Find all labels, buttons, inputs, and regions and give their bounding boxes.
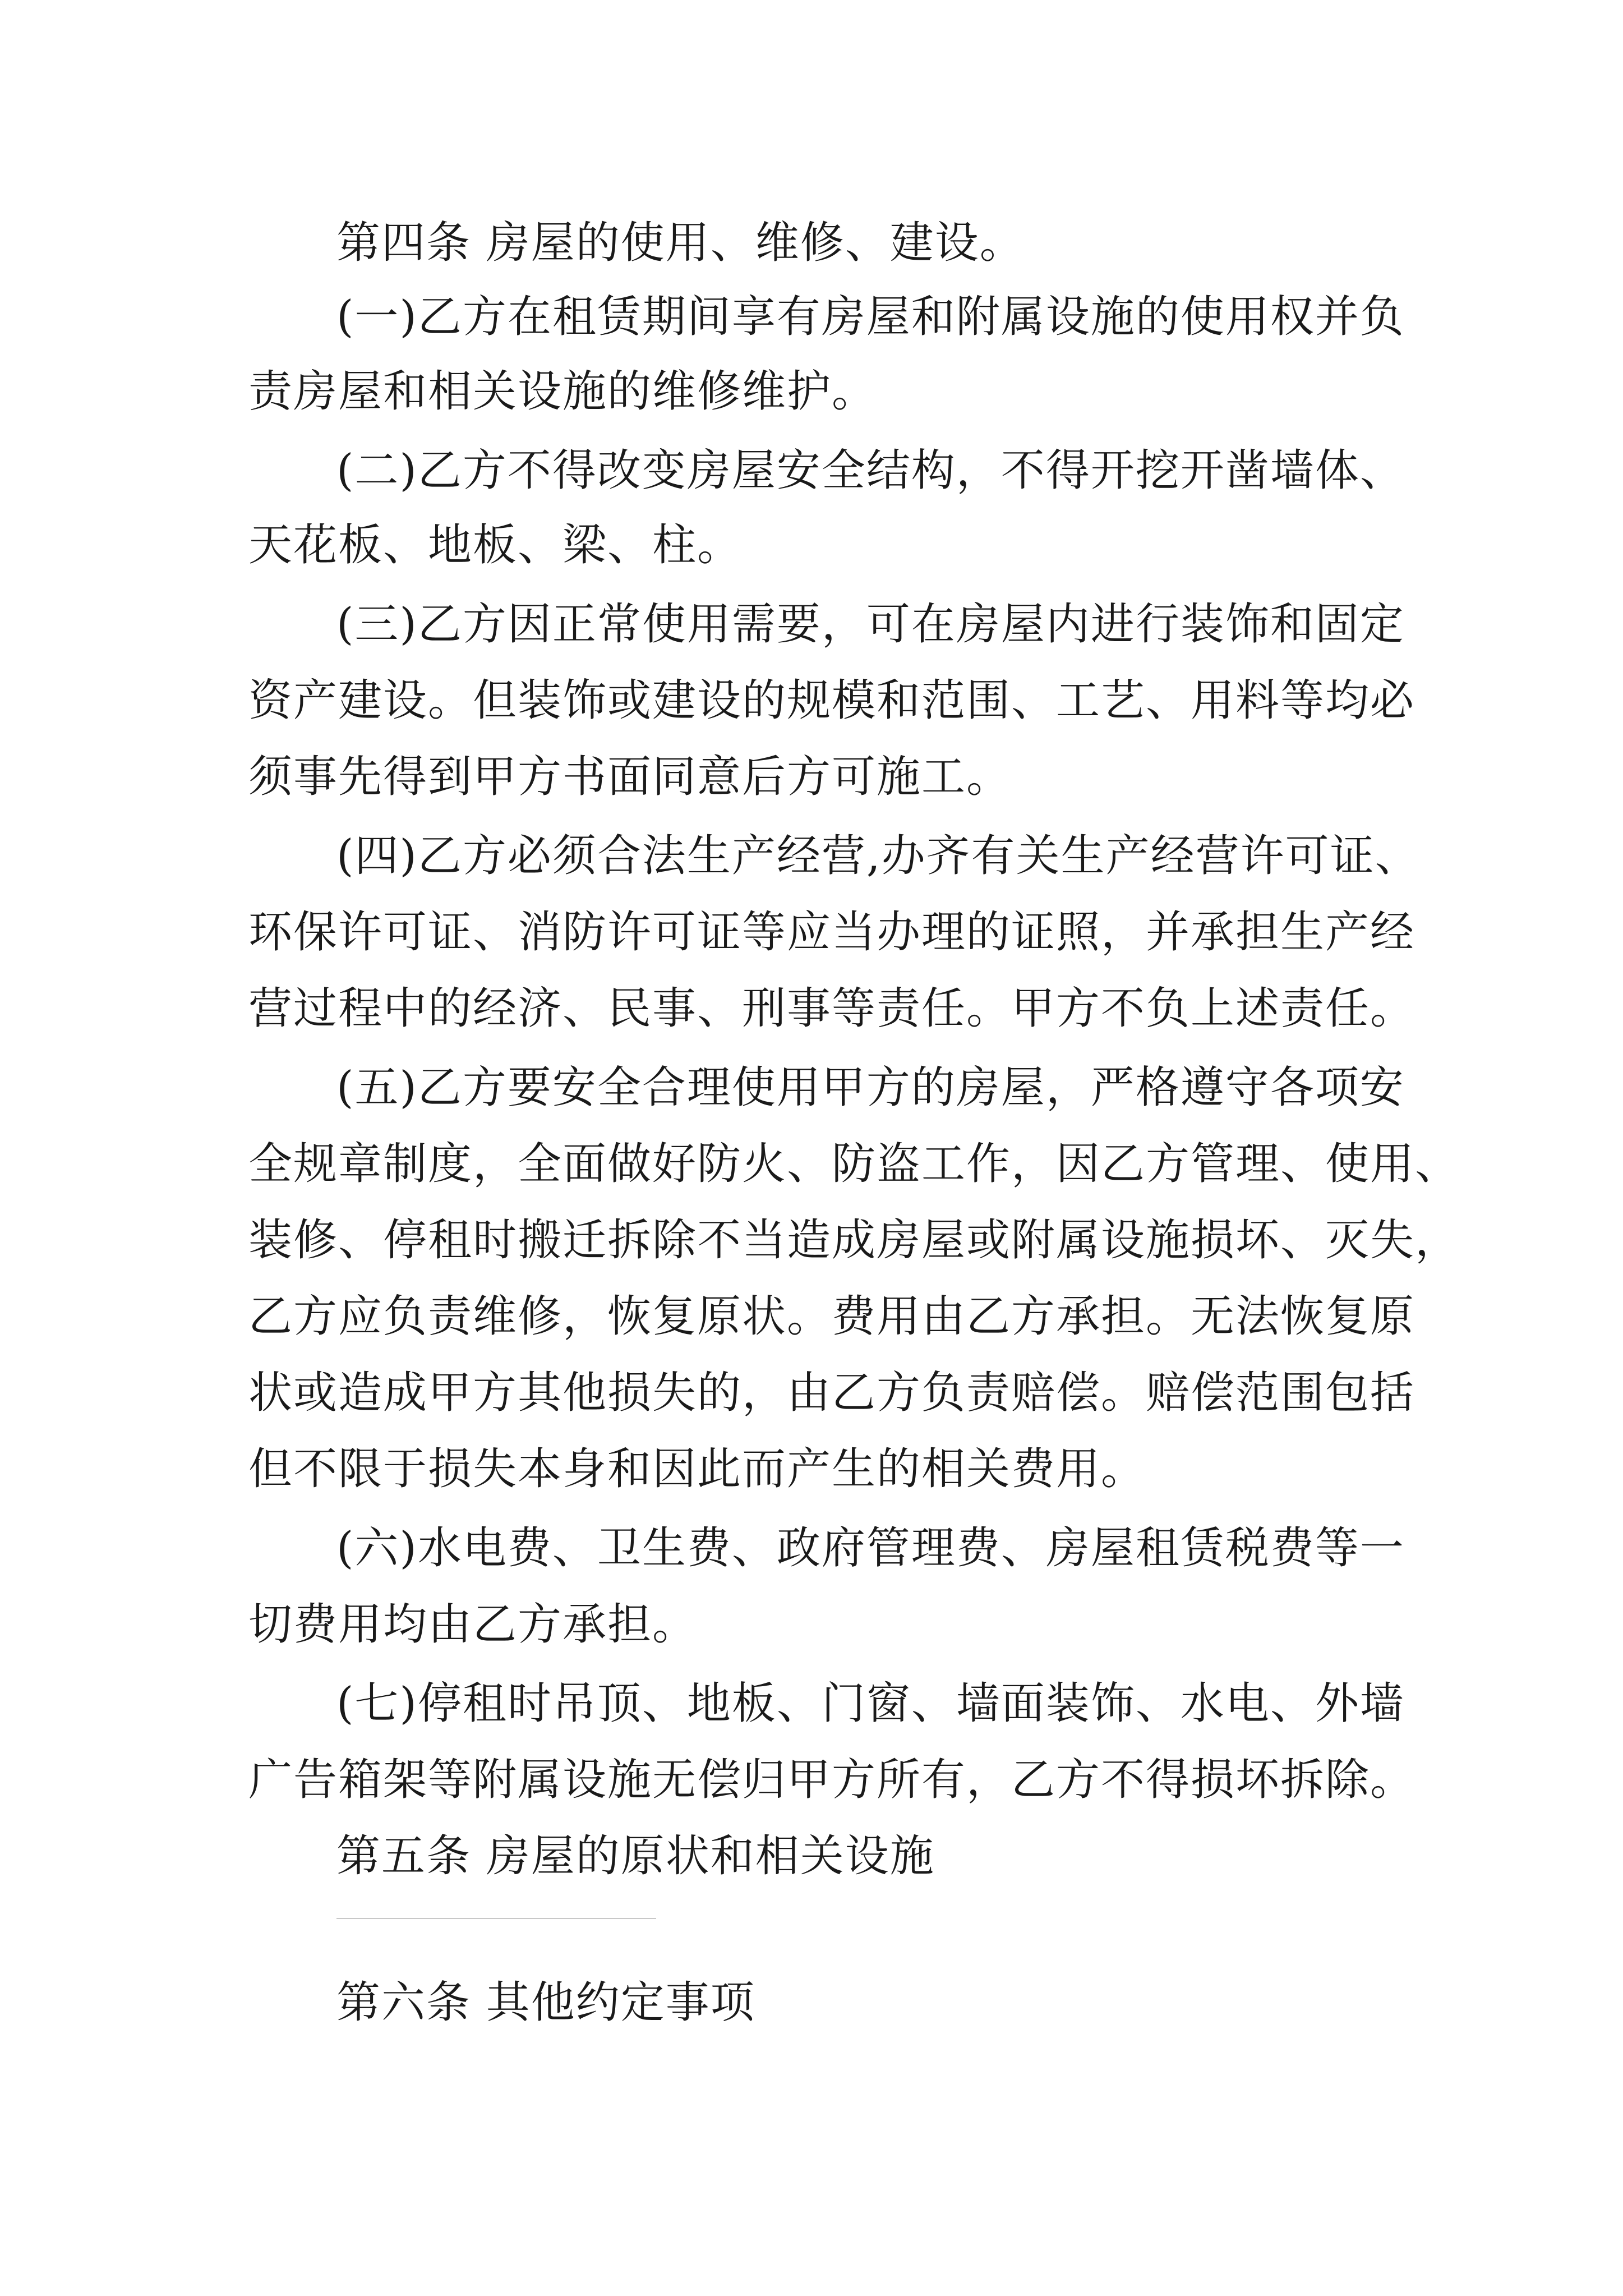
article-4-item-5-line-4: 乙方应负责维修，恢复原状。费用由乙方承担。无法恢复原	[248, 1291, 1415, 1342]
article-4-item-2-line-2: 天花板、地板、梁、柱。	[248, 520, 743, 570]
divider-line	[336, 1918, 656, 1919]
article-6-heading: 第六条 其他约定事项	[336, 1977, 755, 2028]
article-4-item-4-line-3: 营过程中的经济、民事、刑事等责任。甲方不负上述责任。	[248, 983, 1415, 1034]
article-4-item-7-line-1: (七)停租时吊顶、地板、门窗、墙面装饰、水电、外墙	[336, 1678, 1405, 1729]
article-4-item-4-line-1: (四)乙方必须合法生产经营,办齐有关生产经营许可证、	[336, 831, 1420, 881]
article-4-heading: 第四条 房屋的使用、维修、建设。	[336, 218, 1025, 268]
article-4-item-1-line-1: (一)乙方在租赁期间享有房屋和附属设施的使用权并负	[336, 292, 1405, 342]
article-4-item-6-line-1: (六)水电费、卫生费、政府管理费、房屋租赁税费等一	[336, 1523, 1405, 1573]
article-5-heading: 第五条 房屋的原状和相关设施	[336, 1831, 935, 1881]
article-4-item-7-line-2: 广告箱架等附属设施无偿归甲方所有，乙方不得损坏拆除。	[248, 1755, 1415, 1805]
article-4-item-5-line-6: 但不限于损失本身和因此而产生的相关费用。	[248, 1444, 1146, 1494]
article-4-item-3-line-1: (三)乙方因正常使用需要，可在房屋内进行装饰和固定	[336, 599, 1405, 650]
article-4-item-5-line-1: (五)乙方要安全合理使用甲方的房屋，严格遵守各项安	[336, 1062, 1405, 1113]
article-4-item-3-line-3: 须事先得到甲方书面同意后方可施工。	[248, 752, 1012, 802]
article-4-item-5-line-5: 状或造成甲方其他损失的，由乙方负责赔偿。赔偿范围包括	[248, 1368, 1415, 1418]
article-4-item-5-line-2: 全规章制度，全面做好防火、防盗工作，因乙方管理、使用、	[248, 1139, 1460, 1189]
article-4-item-1-line-2: 责房屋和相关设施的维修维护。	[248, 366, 877, 417]
article-4-item-2-line-1: (二)乙方不得改变房屋安全结构，不得开挖开凿墙体、	[336, 445, 1405, 496]
article-4-item-4-line-2: 环保许可证、消防许可证等应当办理的证照，并承担生产经	[248, 907, 1415, 958]
article-4-item-5-line-3: 装修、停租时搬迁拆除不当造成房屋或附属设施损坏、灭失，	[248, 1215, 1460, 1266]
article-4-item-6-line-2: 切费用均由乙方承担。	[248, 1599, 698, 1650]
article-4-item-3-line-2: 资产建设。但装饰或建设的规模和范围、工艺、用料等均必	[248, 675, 1415, 726]
